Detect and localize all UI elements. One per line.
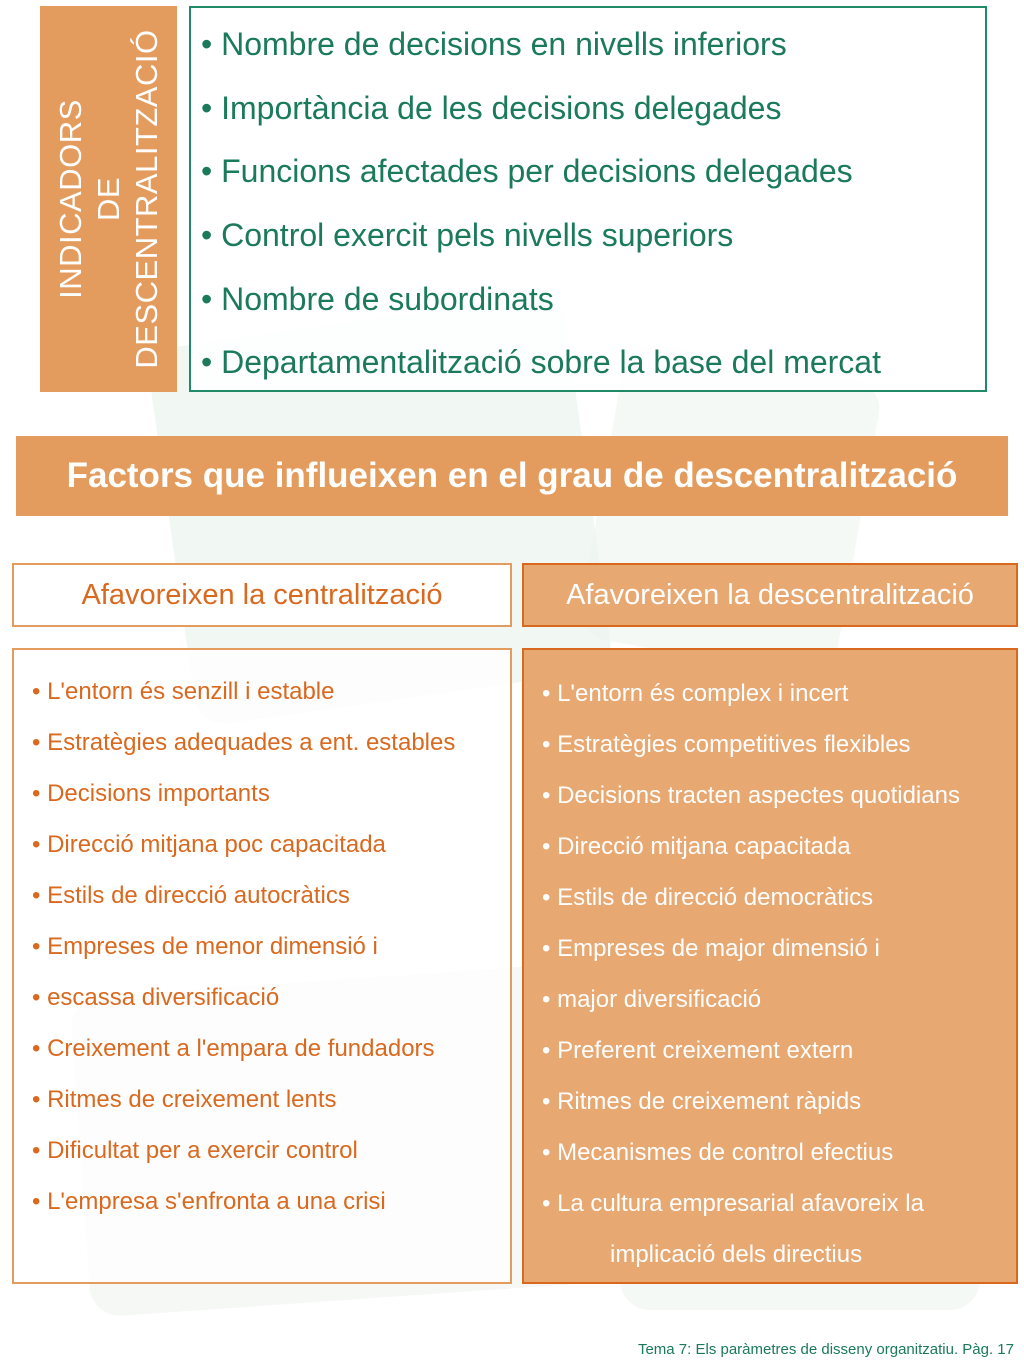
centralization-item: • L'empresa s'enfronta a una crisi (32, 1188, 386, 1215)
page-footer: Tema 7: Els paràmetres de disseny organitzatiu. Pàg. 17 (637, 1341, 1014, 1358)
decentralization-item: • Decisions tracten aspectes quotidians (542, 782, 960, 809)
decentralization-header: Afavoreixen la descentralització (522, 563, 1018, 627)
decentralization-item: • Estratègies competitives flexibles (542, 731, 911, 758)
centralization-item: • Ritmes de creixement lents (32, 1086, 337, 1113)
indicators-list-box (189, 6, 987, 392)
decentralization-item: • Ritmes de creixement ràpids (542, 1088, 862, 1115)
indicators-heading-panel (40, 6, 177, 392)
factors-title: Factors que influeixen en el grau de descentralització (66, 456, 958, 495)
centralization-item: • L'entorn és senzill i estable (32, 678, 335, 705)
decentralization-item: • Empreses de major dimensió i (542, 935, 880, 962)
indicators-heading (52, 14, 166, 384)
decentralization-item: • major diversificació (542, 986, 762, 1013)
centralization-item: • Creixement a l'empara de fundadors (32, 1035, 435, 1062)
centralization-item: • Decisions importants (32, 780, 270, 807)
indicators-list (201, 22, 881, 404)
centralization-list-box (12, 648, 512, 1284)
indicators-heading-line: INDICADORS (52, 99, 88, 299)
centralization-item: • escassa diversificació (32, 984, 280, 1011)
decentralization-item: • Preferent creixement extern (542, 1037, 854, 1064)
factors-banner (16, 436, 1008, 516)
centralization-item: • Direcció mitjana poc capacitada (32, 831, 386, 858)
indicator-item: • Departamentalització sobre la base del mercat (201, 344, 881, 381)
decentralization-item: • Estils de direcció democràtics (542, 884, 874, 911)
centralization-item: • Estils de direcció autocràtics (32, 882, 350, 909)
indicator-item: • Control exercit pels nivells superiors (201, 217, 734, 254)
decentralization-item: • Direcció mitjana capacitada (542, 833, 851, 860)
decentralization-item: • La cultura empresarial afavoreix la (542, 1190, 924, 1217)
indicators-heading-line: DE (90, 176, 126, 222)
indicator-item: • Importància de les decisions delegades (201, 89, 782, 126)
centralization-item: • Empreses de menor dimensió i (32, 933, 378, 960)
decentralization-item: • L'entorn és complex i incert (542, 680, 849, 707)
decentralization-list (542, 676, 960, 1288)
centralization-header: Afavoreixen la centralització (12, 563, 512, 627)
decentralization-item: • Mecanismes de control efectius (542, 1139, 894, 1166)
centralization-item: • Dificultat per a exercir control (32, 1137, 358, 1164)
centralization-list (32, 674, 455, 1235)
decentralization-list-box (522, 648, 1018, 1284)
indicators-heading-line: DESCENTRALITZACIÓ (128, 29, 164, 369)
indicator-item: • Nombre de subordinats (201, 280, 554, 317)
decentralization-item-continuation: implicació dels directius (610, 1241, 863, 1268)
centralization-item: • Estratègies adequades a ent. estables (32, 729, 456, 756)
indicator-item: • Nombre de decisions en nivells inferiors (201, 26, 787, 62)
indicator-item: • Funcions afectades per decisions delegades (201, 153, 853, 190)
